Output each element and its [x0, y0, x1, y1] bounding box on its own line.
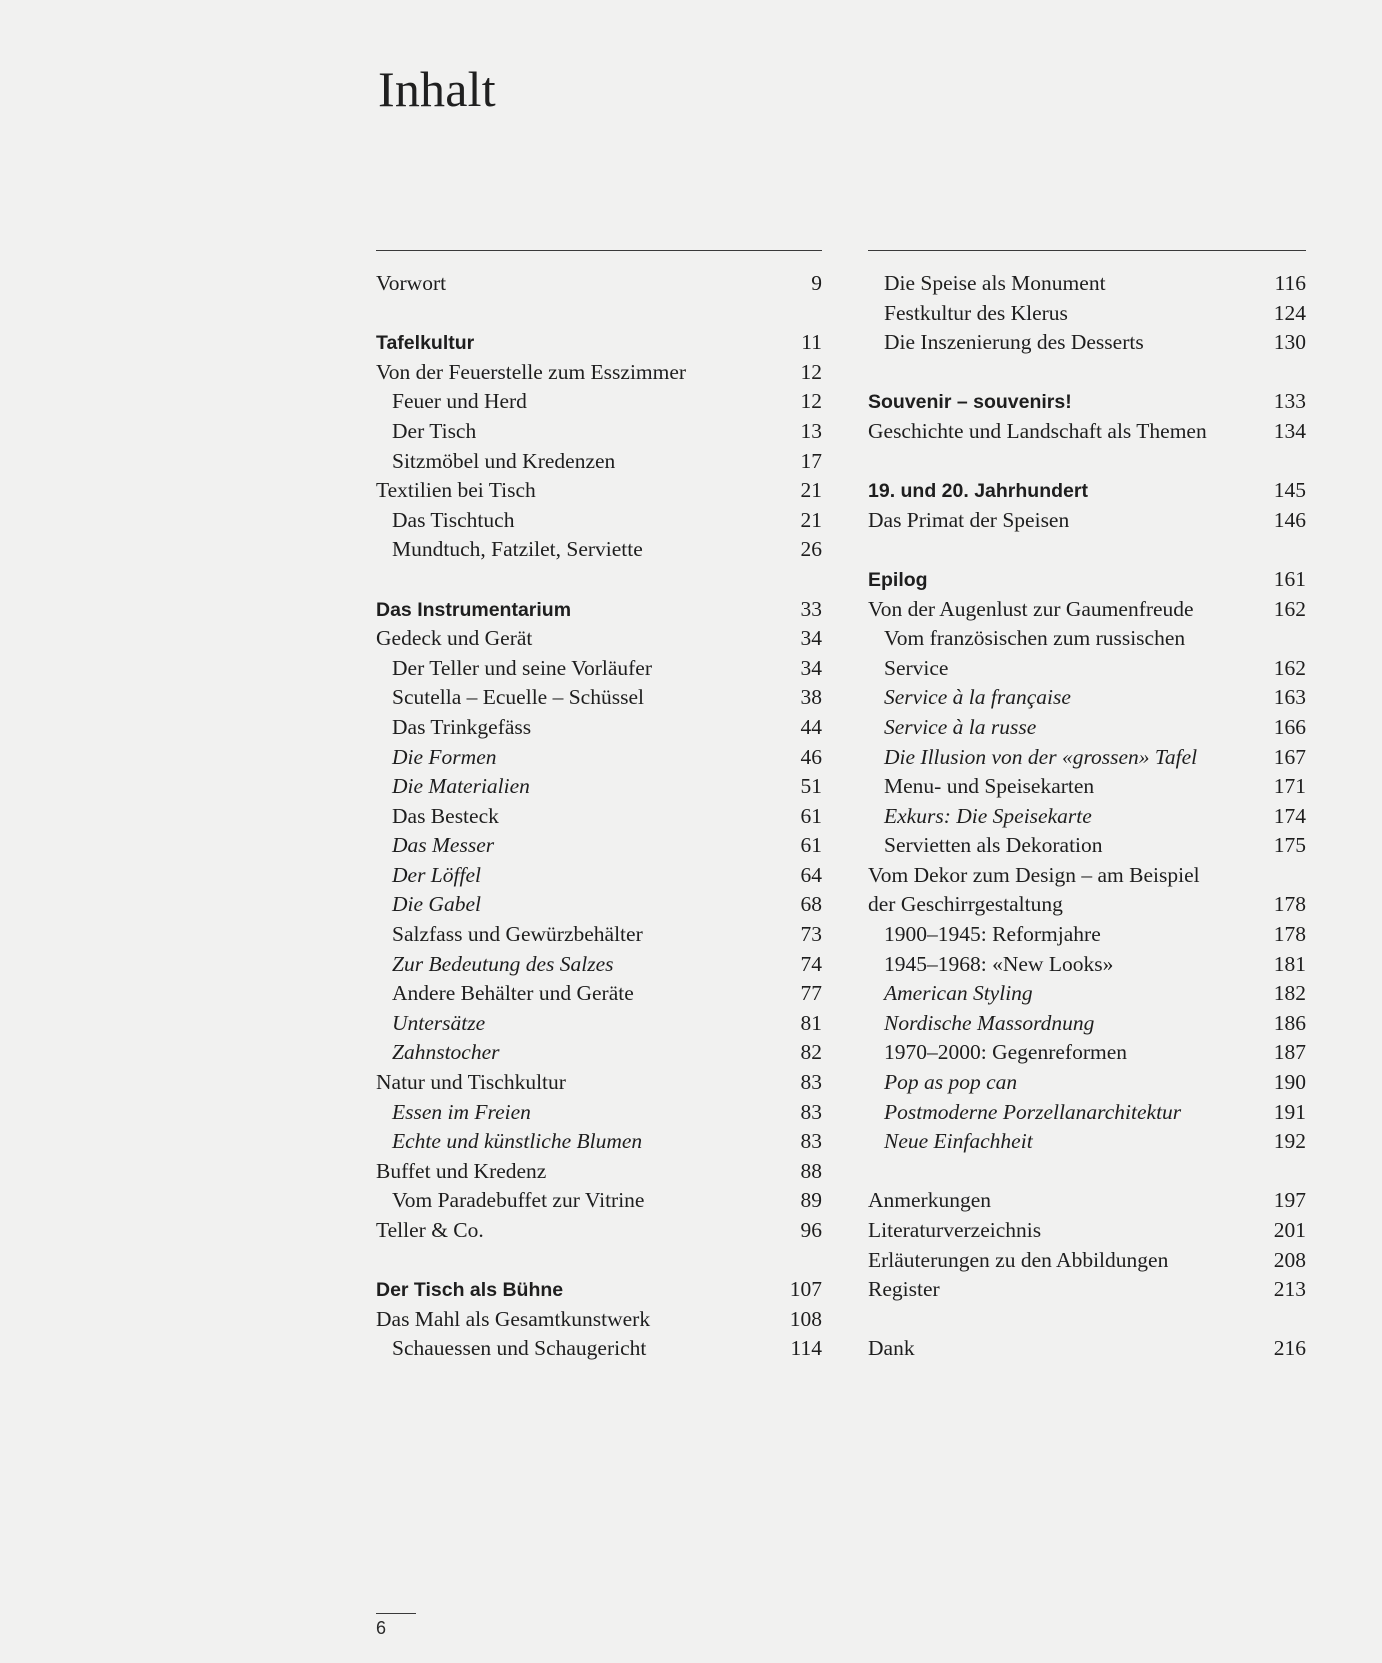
toc-entry — [376, 1068, 822, 1098]
toc-entry-page: 74 — [800, 951, 822, 976]
toc-entry-title: Von der Feuerstelle zum Esszimmer — [376, 359, 687, 384]
toc-entry-title: Teller & Co. — [376, 1218, 484, 1242]
toc-section-heading — [376, 1275, 822, 1305]
toc-entry-title: Essen im Freien — [392, 1099, 531, 1124]
toc-entry-page: 124 — [1273, 300, 1306, 325]
toc-entry-page: 190 — [1273, 1070, 1306, 1095]
toc-entry — [376, 1334, 822, 1364]
toc-entry-page: 11 — [801, 330, 822, 355]
toc-entry-page: 21 — [800, 478, 822, 503]
toc-entry — [868, 950, 1306, 980]
toc-entry-page: 175 — [1273, 833, 1306, 858]
toc-entry-title: Festkultur des Klerus — [884, 300, 1068, 325]
toc-entry — [868, 1068, 1306, 1098]
toc-entry — [376, 890, 822, 920]
toc-entry-page: 181 — [1273, 951, 1306, 976]
toc-entry-title: Das Besteck — [392, 803, 499, 828]
toc-entry-title: Buffet und Kredenz — [376, 1158, 547, 1183]
toc-entry-page: 191 — [1273, 1099, 1306, 1124]
toc-entry — [868, 890, 1306, 920]
toc-entry — [376, 772, 822, 802]
toc-entry-page: 178 — [1273, 892, 1306, 917]
toc-entry-page: 201 — [1273, 1218, 1306, 1242]
toc-entry — [868, 624, 1306, 654]
toc-entry — [868, 1038, 1306, 1068]
toc-entry-page: 44 — [800, 714, 822, 739]
toc-entry — [868, 506, 1306, 536]
toc-entry-title: Menu- und Speisekarten — [884, 774, 1095, 799]
toc-entry-page: 145 — [1273, 478, 1306, 503]
toc-entry-page: 216 — [1273, 1336, 1306, 1361]
toc-entry-page: 213 — [1273, 1277, 1306, 1302]
toc-entry-page: 17 — [800, 448, 822, 473]
toc-section-heading — [376, 595, 822, 625]
toc-entry — [376, 1127, 822, 1157]
toc-entry — [376, 535, 822, 565]
toc-entry-title: Epilog — [868, 568, 928, 591]
toc-entry-title: Schauessen und Schaugericht — [392, 1336, 647, 1361]
toc-entry — [868, 683, 1306, 713]
toc-entry — [376, 683, 822, 713]
toc-entry-title: Exkurs: Die Speisekarte — [884, 803, 1092, 828]
toc-entry-title: Pop as pop can — [884, 1070, 1018, 1095]
toc-entry — [376, 713, 822, 743]
toc-entry-page: 61 — [800, 803, 822, 828]
toc-entry — [376, 447, 822, 477]
toc-entry-page: 51 — [800, 774, 822, 799]
toc-entry-title: Vom französischen zum russischen — [884, 626, 1186, 651]
toc-entry — [376, 654, 822, 684]
toc-entry — [376, 1305, 822, 1335]
toc-entry — [868, 861, 1306, 891]
toc-entry — [376, 950, 822, 980]
toc-entry-page: 130 — [1273, 330, 1306, 355]
toc-entry-title: 19. und 20. Jahrhundert — [868, 480, 1088, 503]
toc-entry — [868, 772, 1306, 802]
toc-entry-title: Das Instrumentarium — [376, 598, 572, 621]
toc-entry-title: 1970–2000: Gegenreformen — [884, 1040, 1127, 1065]
toc-entry — [376, 802, 822, 832]
toc-entry — [376, 417, 822, 447]
toc-entry-title: der Geschirrgestaltung — [868, 892, 1063, 917]
toc-section-heading — [868, 476, 1306, 506]
toc-entry — [868, 979, 1306, 1009]
toc-entry — [868, 1275, 1306, 1305]
toc-entry-page: 81 — [800, 1010, 822, 1035]
toc-entry-title: Feuer und Herd — [392, 389, 527, 414]
toc-entry-title: Das Mahl als Gesamtkunstwerk — [376, 1306, 651, 1331]
toc-entry-title: Service à la française — [884, 685, 1071, 710]
toc-list-right — [868, 269, 1306, 1364]
toc-entry-page: 68 — [800, 892, 822, 917]
toc-entry-title: Service — [884, 655, 949, 680]
toc-entry-title: Das Tischtuch — [392, 507, 515, 532]
toc-entry — [868, 1127, 1306, 1157]
toc-entry-page: 82 — [800, 1040, 822, 1065]
toc-entry-page: 166 — [1273, 714, 1306, 739]
toc-entry-page: 9 — [811, 271, 822, 295]
toc-entry-title: Dank — [868, 1336, 915, 1361]
toc-entry-title: Das Primat der Speisen — [868, 507, 1070, 532]
toc-entry-title: Der Tisch als Bühne — [376, 1279, 564, 1302]
toc-entry-page: 88 — [800, 1158, 822, 1183]
toc-entry-page: 161 — [1273, 566, 1306, 591]
toc-entry-title: Souvenir – souvenirs! — [868, 391, 1072, 414]
toc-entry — [376, 358, 822, 388]
toc-entry-title: Die Materialien — [392, 774, 530, 799]
toc-entry-title: Vom Paradebuffet zur Vitrine — [392, 1188, 645, 1213]
toc-entry — [376, 1216, 822, 1246]
toc-entry-page: 77 — [800, 981, 822, 1006]
toc-entry — [868, 1098, 1306, 1128]
toc-entry — [868, 328, 1306, 358]
toc-entry-title: Gedeck und Gerät — [376, 626, 533, 651]
toc-entry — [868, 831, 1306, 861]
toc-entry-page: 146 — [1273, 507, 1306, 532]
toc-entry-page: 33 — [800, 596, 822, 621]
toc-entry-page: 171 — [1273, 774, 1306, 799]
toc-entry-title: Andere Behälter und Geräte — [392, 981, 634, 1006]
toc-entry-page: 73 — [800, 922, 822, 947]
toc-entry-title: Neue Einfachheit — [884, 1129, 1033, 1154]
toc-entry-title: Textilien bei Tisch — [376, 478, 536, 503]
toc-entry-page: 34 — [800, 626, 822, 651]
toc-entry — [376, 624, 822, 654]
toc-entry-title: Die Formen — [392, 744, 497, 769]
toc-entry — [868, 920, 1306, 950]
toc-entry-title: Erläuterungen zu den Abbildungen — [868, 1247, 1169, 1272]
toc-entry-title: Natur und Tischkultur — [376, 1070, 566, 1095]
toc-entry-page: 12 — [800, 359, 822, 384]
toc-entry-page: 167 — [1273, 744, 1306, 769]
toc-entry-title: Von der Augenlust zur Gaumenfreude — [868, 596, 1194, 621]
toc-entry-title: Register — [868, 1277, 940, 1302]
toc-entry-page: 83 — [800, 1099, 822, 1124]
toc-entry-title: Geschichte und Landschaft als Themen — [868, 418, 1207, 443]
toc-entry-title: Tafelkultur — [376, 332, 475, 355]
toc-entry-title: Der Löffel — [392, 862, 481, 887]
toc-entry-title: Salzfass und Gewürzbehälter — [392, 922, 643, 947]
toc-entry-title: Der Teller und seine Vorläufer — [392, 655, 652, 680]
toc-entry-page: 182 — [1273, 981, 1306, 1006]
toc-entry-page: 13 — [800, 418, 822, 443]
toc-entry — [868, 743, 1306, 773]
toc-entry — [868, 1216, 1306, 1246]
toc-entry-title: Literaturverzeichnis — [868, 1218, 1042, 1242]
toc-entry — [376, 979, 822, 1009]
toc-entry — [376, 387, 822, 417]
toc-entry-page: 46 — [800, 744, 822, 769]
toc-entry-title: Zur Bedeutung des Salzes — [392, 951, 614, 976]
toc-entry — [868, 595, 1306, 625]
toc-section-heading — [868, 387, 1306, 417]
toc-column-left — [376, 250, 822, 1361]
toc-entry — [868, 1246, 1306, 1276]
toc-entry-page: 208 — [1273, 1247, 1306, 1272]
toc-entry-title: Mundtuch, Fatzilet, Serviette — [392, 537, 643, 562]
toc-entry-title: Service à la russe — [884, 714, 1037, 739]
toc-entry — [868, 417, 1306, 447]
toc-entry-title: Anmerkungen — [868, 1188, 991, 1213]
toc-entry-page: 163 — [1273, 685, 1306, 710]
toc-list-left — [376, 269, 822, 1364]
toc-entry-title: Das Messer — [392, 833, 495, 858]
toc-section-heading — [376, 328, 822, 358]
toc-entry — [376, 1098, 822, 1128]
toc-entry-page: 64 — [800, 862, 822, 887]
toc-entry-page: 61 — [800, 833, 822, 858]
toc-entry — [376, 476, 822, 506]
toc-entry-title: Die Inszenierung des Desserts — [884, 330, 1144, 355]
toc-entry-title: Echte und künstliche Blumen — [392, 1129, 643, 1154]
toc-entry — [376, 269, 822, 299]
page-number: 6 — [376, 1613, 416, 1639]
toc-entry-page: 89 — [800, 1188, 822, 1213]
toc-entry-page: 162 — [1273, 655, 1306, 680]
page-title: Inhalt — [378, 61, 496, 117]
toc-entry-page: 197 — [1273, 1188, 1306, 1213]
toc-entry-page: 192 — [1273, 1129, 1306, 1154]
toc-entry — [376, 1186, 822, 1216]
toc-entry-title: Die Speise als Monument — [884, 271, 1106, 295]
toc-entry-title: Scutella – Ecuelle – Schüssel — [392, 685, 644, 710]
toc-entry-page: 108 — [789, 1306, 822, 1331]
toc-entry-page: 38 — [800, 685, 822, 710]
toc-entry — [868, 299, 1306, 329]
toc-entry-title: American Styling — [884, 981, 1033, 1006]
toc-entry-page: 26 — [800, 537, 822, 562]
toc-entry-page: 162 — [1273, 596, 1306, 621]
toc-entry-title: Zahnstocher — [392, 1040, 500, 1065]
toc-entry — [376, 920, 822, 950]
toc-entry-page: 187 — [1273, 1040, 1306, 1065]
toc-column-right — [868, 250, 1306, 1361]
toc-entry-page: 114 — [790, 1336, 822, 1361]
toc-entry-title: Das Trinkgefäss — [392, 714, 532, 739]
toc-entry — [376, 743, 822, 773]
toc-entry-page: 174 — [1273, 803, 1306, 828]
toc-entry-page: 96 — [800, 1218, 822, 1242]
toc-entry-page: 83 — [800, 1129, 822, 1154]
toc-section-heading — [868, 565, 1306, 595]
toc-entry — [376, 1038, 822, 1068]
toc-entry — [868, 654, 1306, 684]
toc-entry — [868, 269, 1306, 299]
toc-entry — [376, 1009, 822, 1039]
toc-entry-page: 133 — [1273, 389, 1306, 414]
toc-entry — [868, 802, 1306, 832]
toc-entry-page: 12 — [800, 389, 822, 414]
toc-entry-title: 1900–1945: Reformjahre — [884, 922, 1101, 947]
toc-entry-title: Der Tisch — [392, 418, 477, 443]
toc-entry — [868, 1334, 1306, 1364]
toc-entry-title: Die Illusion von der «grossen» Tafel — [884, 744, 1198, 769]
toc-entry-title: Vorwort — [376, 271, 447, 295]
toc-entry-page: 116 — [1274, 271, 1306, 295]
toc-entry-title: Sitzmöbel und Kredenzen — [392, 448, 616, 473]
toc-entry-title: Servietten als Dekoration — [884, 833, 1103, 858]
toc-entry-page: 107 — [789, 1277, 822, 1302]
toc-entry-title: Postmoderne Porzellanarchitektur — [884, 1099, 1182, 1124]
toc-entry-title: Untersätze — [392, 1010, 486, 1035]
toc-entry — [868, 1009, 1306, 1039]
toc-entry — [376, 861, 822, 891]
toc-entry-title: Die Gabel — [392, 892, 481, 917]
toc-entry-page: 178 — [1273, 922, 1306, 947]
toc-entry — [376, 1157, 822, 1187]
toc-entry-page: 83 — [800, 1070, 822, 1095]
toc-entry — [376, 506, 822, 536]
toc-entry-page: 34 — [800, 655, 822, 680]
toc-entry — [868, 713, 1306, 743]
toc-entry-title: 1945–1968: «New Looks» — [884, 951, 1114, 976]
toc-entry-title: Vom Dekor zum Design – am Beispiel — [868, 862, 1200, 887]
toc-entry-page: 134 — [1273, 418, 1306, 443]
toc-entry — [376, 831, 822, 861]
toc-entry — [868, 1186, 1306, 1216]
toc-entry-title: Nordische Massordnung — [884, 1010, 1095, 1035]
toc-entry-page: 21 — [800, 507, 822, 532]
toc-entry-page: 186 — [1273, 1010, 1306, 1035]
